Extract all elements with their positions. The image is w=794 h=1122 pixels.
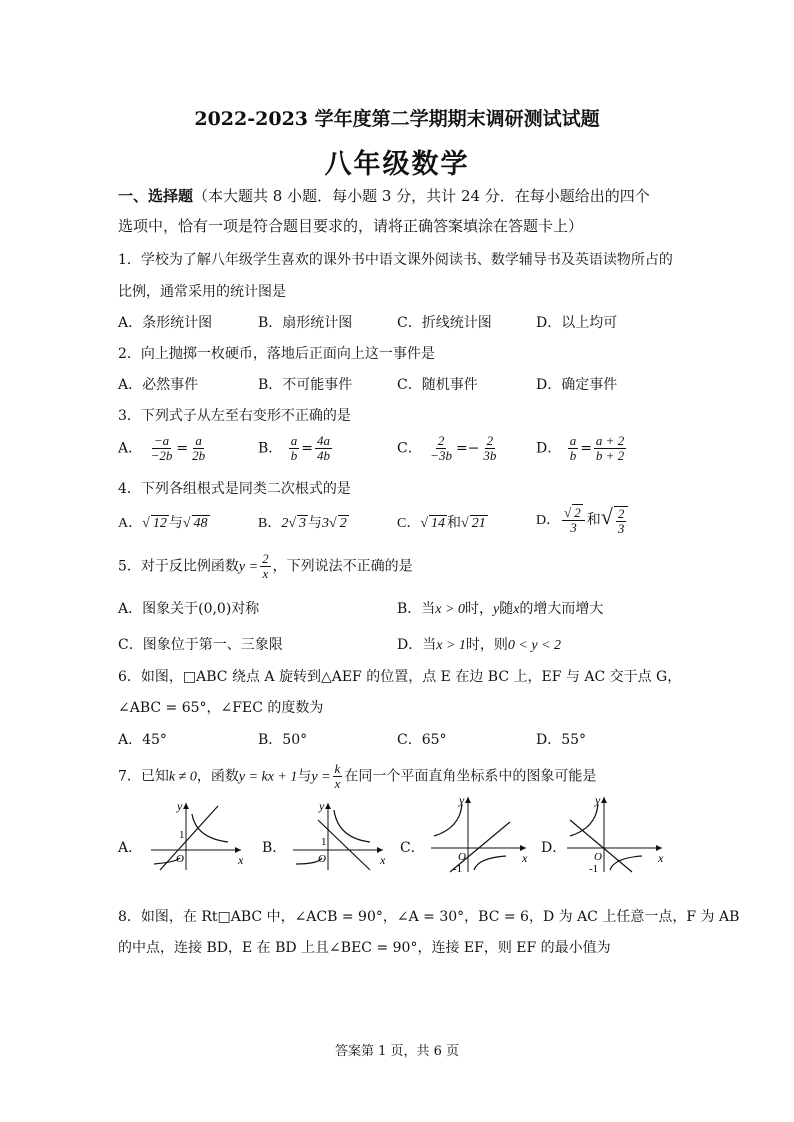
section-intro-line2: 选项中，恰有一项是符合题目要求的，请将正确答案填涂在答题卡上） [118, 217, 584, 235]
q3-stem: 3．下列式子从左至右变形不正确的是 [118, 408, 351, 424]
fraction: $\frac{k}{x}$ [334, 761, 341, 791]
q1-option-b: B．扇形统计图 [258, 315, 353, 331]
q7-graph-d [562, 792, 674, 874]
origin-label: O [318, 853, 326, 865]
y-axis-label: y [459, 793, 465, 807]
origin-label: O [458, 851, 466, 863]
section-intro-line1: （本大题共 8 小题．每小题 3 分，共计 24 分．在每小题给出的四个 [193, 187, 650, 205]
fraction: $\frac{2}{3}$ [614, 506, 629, 536]
q2-option-c: C．随机事件 [397, 377, 478, 393]
q1-option-d: D．以上均可 [536, 315, 618, 331]
origin-label: O [594, 851, 602, 863]
fraction: $\frac{a}{2b}$ [192, 433, 206, 463]
q5-option-a: A．图象关于(0,0)对称 [118, 601, 260, 617]
q5-option-c: C．图象位于第一、三象限 [118, 637, 283, 653]
q1-stem-line1: 1．学校为了解八年级学生喜欢的课外书中语文课外阅读书、数学辅导书及英语读物所占的 [118, 252, 673, 268]
q4-option-a: A．√ 12 与√ 48 [118, 516, 208, 531]
hyperbola-branch [334, 810, 370, 842]
intercept-label: -1 [453, 863, 463, 874]
q6-stem-line1: 6．如图，□ABC 绕点 A 旋转到△AEF 的位置，点 E 在边 BC 上，EF 与 AC 交于点 G， [118, 669, 682, 685]
origin-label: O [176, 853, 184, 865]
fraction: $\frac{√ 2}{3}$ [562, 506, 585, 535]
q7-stem: 7．已知k ≠ 0，函数y = kx + 1与y = $\frac{k}{x}$ 在同一个平面直角坐标系中的图象可能是 [118, 761, 597, 791]
q7-option-b-label: B． [262, 840, 287, 856]
q3-option-a: A． $\frac{-a}{-2b}$ = $\frac{a}{2b}$ [118, 433, 206, 463]
y-axis-arrow [465, 797, 471, 803]
q2-option-b: B．不可能事件 [258, 377, 353, 393]
fraction: $\frac{a + 2}{b + 2}$ [595, 433, 625, 463]
q8-stem-line2: 的中点，连接 BD，E 在 BD 上且∠BEC = 90°，连接 EF，则 EF 的最小值为 [118, 940, 611, 956]
q3-option-d: D． $\frac{a}{b}$ = $\frac{a + 2}{b + 2}$ [536, 433, 625, 463]
q3-option-c: C． $\frac{2}{-3b}$ =− $\frac{2}{3b}$ [397, 433, 497, 463]
section-heading: 一、选择题 [118, 187, 194, 205]
y-axis-label: y [595, 793, 601, 807]
hyperbola-branch [434, 804, 462, 836]
q7-graph-c [426, 792, 538, 874]
q1-option-c: C．折线统计图 [397, 315, 492, 331]
q8-stem-line1: 8．如图，在 Rt□ABC 中，∠ACB = 90°，∠A = 30°，BC = 6，D 为 AC 上任意一点，F 为 AB [118, 909, 740, 925]
q7-option-d-label: D． [541, 840, 567, 856]
y-axis-label: y [319, 799, 325, 813]
q4-option-d: D． $\frac{√ 2}{3}$ 和√ $\frac{2}{3}$ [536, 504, 630, 536]
q4-stem: 4．下列各组根式是同类二次根式的是 [118, 481, 351, 497]
page-footer: 答案第 1 页，共 6 页 [334, 1044, 460, 1059]
x-axis-label: x [658, 851, 664, 865]
fraction: $\frac{a}{b}$ [290, 433, 298, 463]
q2-option-a: A．必然事件 [118, 377, 199, 393]
q1-stem-line2: 比例，通常采用的统计图是 [118, 284, 286, 300]
fraction: $\frac{4a}{4b}$ [316, 433, 330, 463]
q7-graph-b [288, 798, 398, 873]
intercept-label: 1 [179, 829, 185, 841]
q3-option-b: B． $\frac{a}{b}$ = $\frac{4a}{4b}$ [258, 433, 330, 463]
fraction: $\frac{2}{x}$ [262, 551, 269, 581]
q1-option-a: A．条形统计图 [118, 315, 213, 331]
y-axis-arrow [183, 803, 189, 809]
q6-option-b: B．50° [258, 732, 308, 748]
q4-option-c: C．√ 14 和√ 21 [397, 516, 486, 531]
q2-stem: 2．向上抛掷一枚硬币，落地后正面向上这一事件是 [118, 346, 435, 362]
q6-option-c: C．65° [397, 732, 447, 748]
fraction: $\frac{2}{-3b}$ [430, 433, 452, 463]
q6-option-d: D．55° [536, 732, 587, 748]
exam-subtitle: 八年级数学 [324, 149, 470, 180]
q7-option-a-label: A． [118, 840, 143, 856]
fraction: $\frac{2}{3b}$ [483, 433, 497, 463]
q2-option-d: D．确定事件 [536, 377, 618, 393]
q7-graph-a [146, 798, 256, 873]
fraction: $\frac{a}{b}$ [569, 433, 577, 463]
q7-option-c-label: C． [400, 840, 425, 856]
y-axis-label: y [177, 799, 183, 813]
linear-function-line [160, 806, 218, 870]
intercept-label: 1 [321, 836, 327, 848]
section-intro [118, 185, 650, 206]
exam-title: 2022-2023 学年度第二学期期末调研测试试题 [194, 108, 600, 130]
fraction: $\frac{-a}{-2b}$ [150, 433, 173, 463]
q6-option-a: A．45° [118, 732, 167, 748]
y-axis-arrow [325, 803, 331, 809]
q6-stem-line2: ∠ABC = 65°，∠FEC 的度数为 [118, 700, 324, 716]
hyperbola-branch [474, 856, 506, 870]
y-axis-arrow [601, 797, 607, 803]
linear-function-line [570, 820, 632, 872]
q5-stem: 5．对于反比例函数y = $\frac{2}{x}$ ，下列说法不正确的是 [118, 551, 413, 581]
q5-option-b: B．当x > 0时，y随x的增大而增大 [397, 601, 604, 617]
intercept-label: -1 [589, 863, 599, 874]
x-axis-label: x [380, 853, 386, 867]
x-axis-label: x [522, 851, 528, 865]
x-axis-label: x [238, 853, 244, 867]
q4-option-b: B．2√ 3 与3√ 2 [258, 516, 347, 531]
q5-option-d: D．当x > 1时，则0 < y < 2 [397, 637, 562, 653]
